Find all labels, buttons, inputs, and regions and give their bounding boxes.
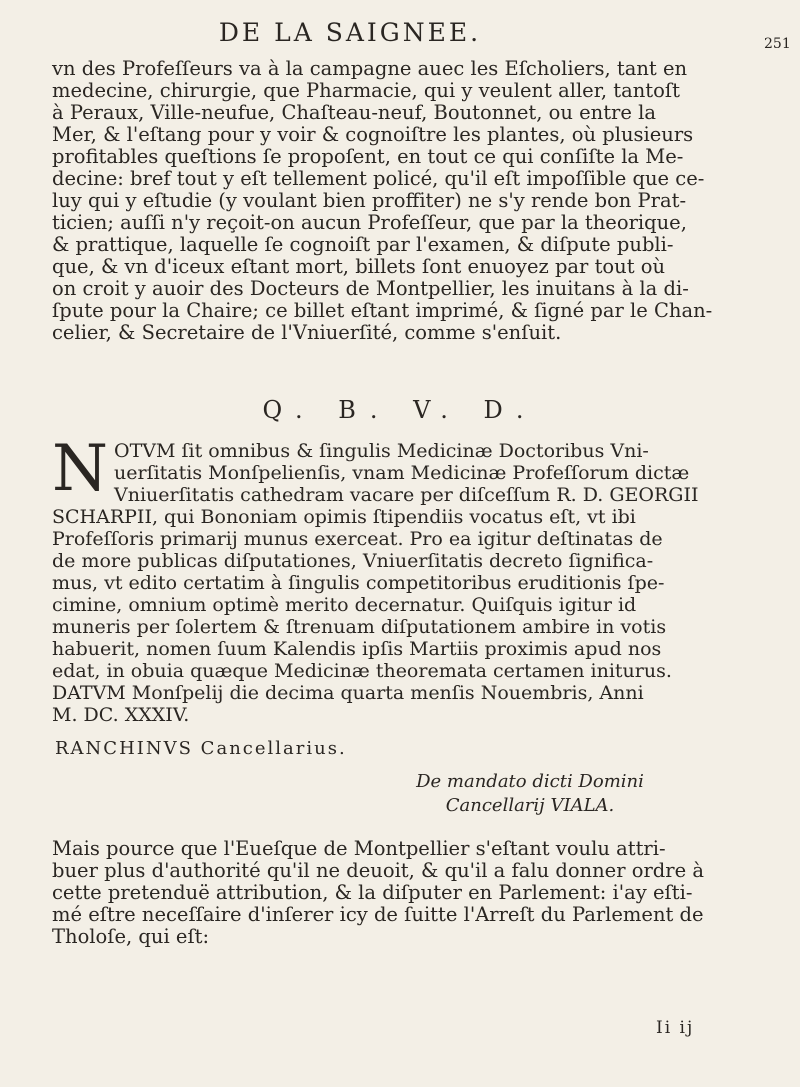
page-number: 251 <box>764 36 791 52</box>
text-line: luy qui y eſtudie (y voulant bien proffiter) ne s'y rende bon Prat- <box>52 189 687 212</box>
text-line: mé eſtre neceſſaire d'inſerer icy de ſuitte l'Arreſt du Parlement de <box>52 903 704 926</box>
text-line: Vniuerſitatis cathedram vacare per diſceſſum R. D. GEORGII <box>114 484 699 506</box>
text-line: decine: bref tout y eſt tellement policé, qu'il eſt impoſſible que ce- <box>52 167 705 190</box>
closing-paragraph <box>52 838 762 948</box>
text-line: habuerit, nomen ſuum Kalendis ipſis Martiis proximis apud nos <box>52 638 662 660</box>
text-line: vn des Profeſſeurs va à la campagne auec les Eſcholiers, tant en <box>52 57 688 80</box>
text-line: Profeſſoris primarij munus exerceat. Pro ea igitur deſtinatas de <box>52 528 663 550</box>
section-heading: Q. B. V. D. <box>262 396 538 424</box>
mandate-attestation <box>330 770 730 818</box>
text-line: muneris per ſolertem & ſtrenuam diſputationem ambire in votis <box>52 616 667 638</box>
chancellor-signature: RANCHINVS Cancellarius. <box>55 738 347 759</box>
text-line: medecine, chirurgie, que Pharmacie, qui y veulent aller, tantoſt <box>52 79 680 102</box>
text-line: celier, & Secretaire de l'Vniuerſité, comme s'enſuit. <box>52 321 562 344</box>
catchword: Ii ij <box>656 1018 695 1038</box>
text-line: cette pretenduë attribution, & la diſputer en Parlement: i'ay eſti- <box>52 881 693 904</box>
french-paragraph <box>52 58 762 344</box>
text-line: OTVM ſit omnibus & ſingulis Medicinæ Doctoribus Vni- <box>114 440 649 462</box>
text-line: que, & vn d'iceux eſtant mort, billets ſont enuoyez par tout où <box>52 255 666 278</box>
text-line: & prattique, laquelle ſe cognoiſt par l'examen, & diſpute publi- <box>52 233 674 256</box>
text-line: Mer, & l'eſtang pour y voir & cognoiſtre les plantes, où plusieurs <box>52 123 694 146</box>
text-line: on croit y auoir des Docteurs de Montpellier, les inuitans à la di- <box>52 277 689 300</box>
text-line: à Peraux, Ville-neufue, Chaſteau-neuf, Boutonnet, ou entre la <box>52 101 656 124</box>
text-line: ſpute pour la Chaire; ce billet eſtant imprimé, & ſigné par le Chan- <box>52 299 713 322</box>
text-line: DATVM Monſpelij die decima quarta menſis Nouembris, Anni <box>52 682 644 704</box>
text-line: Cancellarij VIALA. <box>445 795 615 816</box>
text-line: SCHARPII, qui Bononiam opimis ſtipendiis vocatus eſt, vt ibi <box>52 506 636 528</box>
text-line: profitables queſtions ſe propoſent, en tout ce qui conſiſte la Me- <box>52 145 684 168</box>
text-line: Tholoſe, qui eſt: <box>52 925 210 948</box>
drop-cap: N <box>52 432 108 506</box>
latin-notice <box>52 432 762 726</box>
text-line: ticien; auſſi n'y reçoit-on aucun Profeſſeur, que par la theorique, <box>52 211 687 234</box>
text-line: uerſitatis Monſpelienſis, vnam Medicinæ Profeſſorum dictæ <box>114 462 690 484</box>
text-line: de more publicas diſputationes, Vniuerſitatis decreto ſignifica- <box>52 550 654 572</box>
text-line: M. DC. XXXIV. <box>52 704 190 726</box>
running-head: DE LA SAIGNEE. <box>218 18 482 47</box>
text-line: buer plus d'authorité qu'il ne deuoit, & qu'il a falu donner ordre à <box>52 859 704 882</box>
text-line: mus, vt edito certatim à ſingulis competitoribus eruditionis ſpe- <box>52 572 665 594</box>
text-line: cimine, omnium optimè merito decernatur. Quiſquis igitur id <box>52 594 637 616</box>
text-line: Mais pource que l'Eueſque de Montpellier s'eſtant voulu attri- <box>52 837 666 860</box>
text-line: De mandato dicti Domini <box>416 771 644 792</box>
text-line: edat, in obuia quæque Medicinæ theoremata certamen initurus. <box>52 660 672 682</box>
